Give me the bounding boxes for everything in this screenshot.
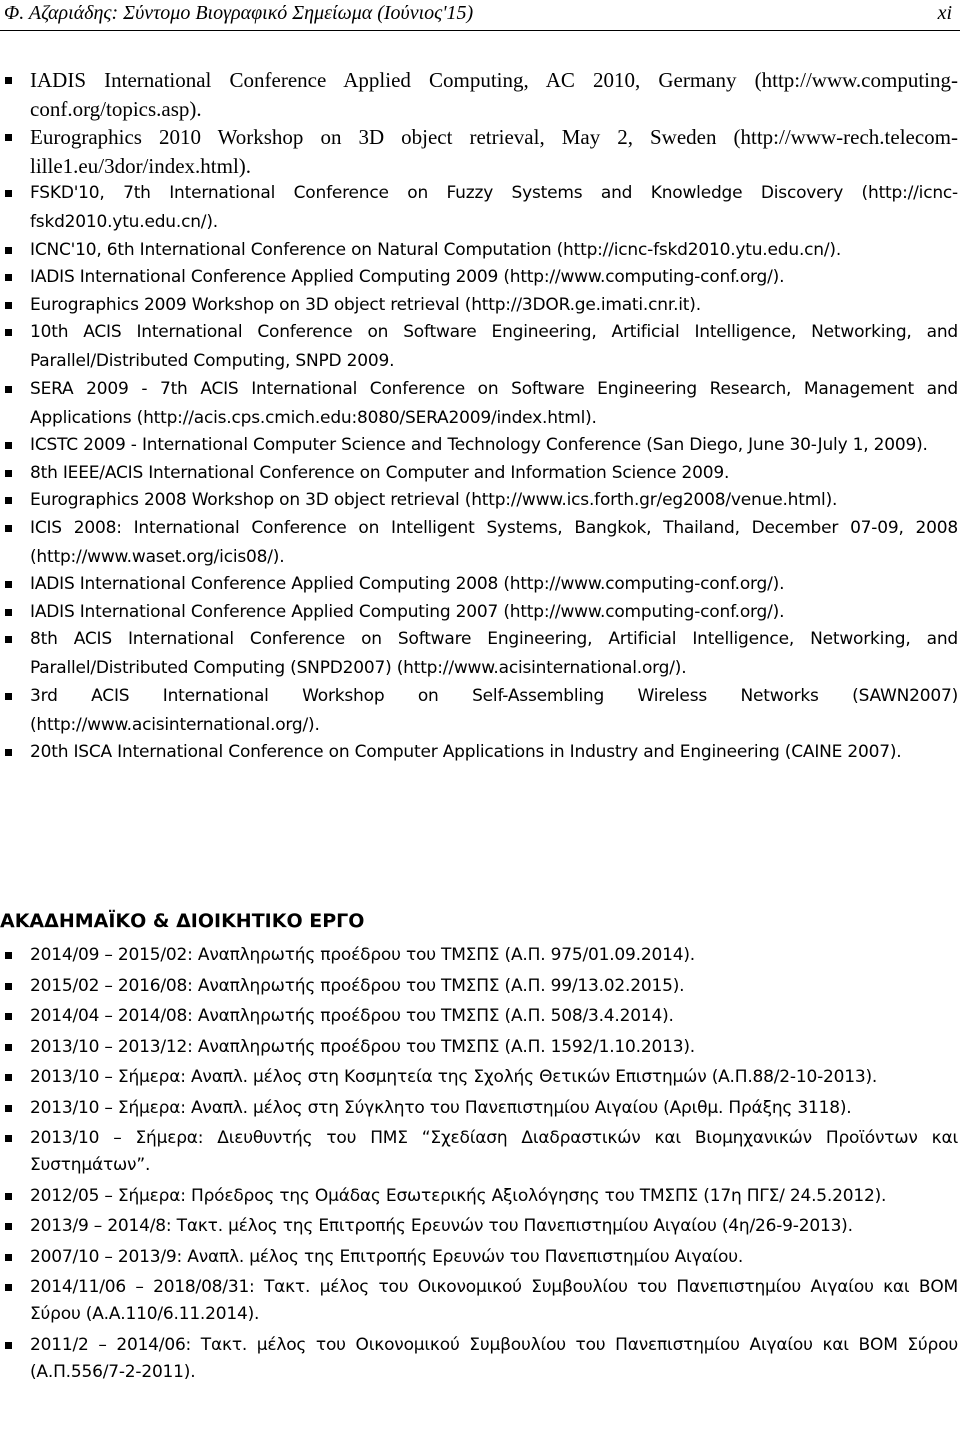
square-bullet-icon: [5, 952, 12, 959]
square-bullet-icon: [5, 1135, 12, 1142]
list-item: [0, 179, 958, 237]
list-item-text: 2015/02 – 2016/08: Αναπληρωτής προέδρου του ΤΜΣΠΣ (Α.Π. 99/13.02.2015).: [30, 975, 685, 996]
square-bullet-icon: [5, 1284, 12, 1291]
list-item-text: Eurographics 2008 Workshop on 3D object retrieval (http://www.ics.forth.gr/eg2008/venue.html).: [30, 490, 838, 510]
list-item-text: 8th ACIS International Conference on Software Engineering, Artificial Intelligence, Networking, and Parallel/Distributed Computing (SNPD2007) (http://www.acisinternational.org/).: [30, 629, 958, 678]
list-item: [0, 66, 958, 124]
list-item: [0, 570, 958, 599]
list-item-text: 20th ISCA International Conference on Computer Applications in Industry and Engineering (CAINE 2007).: [30, 742, 902, 762]
square-bullet-icon: [5, 1074, 12, 1081]
list-item: [0, 682, 958, 740]
square-bullet-icon: [5, 1105, 12, 1112]
square-bullet-icon: [5, 983, 12, 990]
list-item: [0, 598, 958, 627]
square-bullet-icon: [5, 274, 12, 281]
square-bullet-icon: [5, 636, 12, 643]
list-item: [0, 459, 958, 488]
list-item: [0, 1213, 958, 1240]
list-item-text: 2014/09 – 2015/02: Αναπληρωτής προέδρου του ΤΜΣΠΣ (Α.Π. 975/01.09.2014).: [30, 945, 695, 965]
list-item: [0, 1125, 958, 1179]
list-item-text: 2012/05 – Σήμερα: Πρόεδρος της Ομάδας Εσωτερικής Αξιολόγησης του ΤΜΣΠΣ (17η ΠΓΣ/ 24.5.2012).: [30, 1185, 887, 1206]
list-item-text: 2013/10 – Σήμερα: Διευθυντής του ΠΜΣ “Σχεδίαση Διαδραστικών και Βιομηχανικών Προϊόντων και Συστημάτων”.: [30, 1128, 958, 1175]
list-item: [0, 942, 958, 969]
list-item-text: 8th IEEE/ACIS International Conference on Computer and Information Science 2009.: [30, 462, 730, 483]
square-bullet-icon: [5, 609, 12, 616]
list-item: [0, 375, 958, 433]
list-item: [0, 1095, 958, 1122]
list-item: [0, 263, 958, 292]
list-item-text: 2013/10 – 2013/12: Αναπληρωτής προέδρου του ΤΜΣΠΣ (Α.Π. 1592/1.10.2013).: [30, 1036, 695, 1057]
list-item-text: 2013/10 – Σήμερα: Αναπλ. μέλος στη Κοσμητεία της Σχολής Θετικών Επιστημών (Α.Π.88/2-10-2013).: [30, 1067, 878, 1087]
square-bullet-icon: [5, 1193, 12, 1200]
list-item: [0, 625, 958, 683]
list-item-text: IADIS International Conference Applied Computing 2009 (http://www.computing-conf.org/).: [30, 267, 785, 287]
square-bullet-icon: [5, 693, 12, 700]
page-header: [0, 0, 960, 31]
square-bullet-icon: [5, 134, 12, 141]
list-item: [0, 236, 958, 265]
list-item: [0, 1183, 958, 1210]
square-bullet-icon: [5, 329, 12, 336]
square-bullet-icon: [5, 497, 12, 504]
square-bullet-icon: [5, 470, 12, 477]
square-bullet-icon: [5, 1342, 12, 1349]
square-bullet-icon: [5, 749, 12, 756]
square-bullet-icon: [5, 525, 12, 532]
list-item-text: 10th ACIS International Conference on Software Engineering, Artificial Intelligence, Networking, and Parallel/Distributed Computing, SNPD 2009.: [30, 322, 958, 371]
list-item-text: FSKD'10, 7th International Conference on Fuzzy Systems and Knowledge Discovery (http://icnc-fskd2010.ytu.edu.cn/).: [30, 183, 958, 232]
list-item: [0, 1244, 958, 1271]
list-item-text: 2014/04 – 2014/08: Αναπληρωτής προέδρου του ΤΜΣΠΣ (Α.Π. 508/3.4.2014).: [30, 1006, 674, 1026]
list-item: [0, 1332, 958, 1386]
list-item-text: 2013/9 – 2014/8: Τακτ. μέλος της Επιτροπής Ερευνών του Πανεπιστημίου Αιγαίου (4η/26-9-2013).: [30, 1216, 853, 1236]
list-item: [0, 1064, 958, 1091]
list-item: [0, 486, 958, 515]
square-bullet-icon: [5, 1223, 12, 1230]
list-item-text: 2013/10 – Σήμερα: Αναπλ. μέλος στη Σύγκλητο του Πανεπιστημίου Αιγαίου (Αριθμ. Πράξης 3118).: [30, 1097, 852, 1118]
square-bullet-icon: [5, 442, 12, 449]
conference-list: [0, 66, 958, 766]
list-item: [0, 514, 958, 572]
list-item: [0, 318, 958, 376]
list-item-text: SERA 2009 - 7th ACIS International Conference on Software Engineering Research, Management and Applications (http://acis.cps.cmich.edu:8080/SERA2009/index.html).: [30, 378, 958, 428]
section-title: ΑΚΑΔΗΜΑΪΚΟ & ΔΙΟΙΚΗΤΙΚΟ ΕΡΓΟ: [0, 910, 365, 932]
list-item-text: 2014/11/06 – 2018/08/31: Τακτ. μέλος του Οικονομικού Συμβουλίου του Πανεπιστημίου Αιγαίου και ΒΟΜ Σύρου (Α.Α.110/6.11.2014).: [30, 1277, 958, 1324]
list-item-text: 3rd ACIS International Workshop on Self-Assembling Wireless Networks (SAWN2007) (http://www.acisinternational.org/).: [30, 685, 958, 735]
list-item: [0, 1034, 958, 1061]
header-title: Φ. Αζαριάδης: Σύντομο Βιογραφικό Σημείωμα (Ιούνιος'15): [4, 2, 474, 24]
list-item: [0, 291, 958, 320]
list-item-text: Eurographics 2009 Workshop on 3D object retrieval (http://3DOR.ge.imati.cnr.it).: [30, 294, 701, 315]
page-number: xi: [937, 2, 952, 24]
square-bullet-icon: [5, 386, 12, 393]
list-item-text: ICSTC 2009 - International Computer Science and Technology Conference (San Diego, June 30-July 1, 2009).: [30, 435, 928, 455]
square-bullet-icon: [5, 247, 12, 254]
square-bullet-icon: [5, 190, 12, 197]
square-bullet-icon: [5, 77, 12, 84]
list-item-text: 2011/2 – 2014/06: Τακτ. μέλος του Οικονομικού Συμβουλίου του Πανεπιστημίου Αιγαίου και ΒΟΜ Σύρου (Α.Π.556/7-2-2011).: [30, 1334, 958, 1382]
square-bullet-icon: [5, 581, 12, 588]
list-item-text: ICIS 2008: International Conference on Intelligent Systems, Bangkok, Thailand, December 07-09, 2008 (http://www.waset.org/icis08/).: [30, 517, 958, 567]
list-item: [0, 431, 958, 460]
square-bullet-icon: [5, 1013, 12, 1020]
list-item: [0, 1003, 958, 1030]
list-item-text: IADIS International Conference Applied Computing, AC 2010, Germany (http://www.computing-conf.org/topics.asp).: [30, 68, 958, 121]
list-item: [0, 738, 958, 767]
square-bullet-icon: [5, 1254, 12, 1261]
list-item-text: IADIS International Conference Applied Computing 2008 (http://www.computing-conf.org/).: [30, 574, 785, 594]
admin-list: [0, 942, 958, 1389]
list-item-text: Eurographics 2010 Workshop on 3D object retrieval, May 2, Sweden (http://www-rech.telecom-lille1.eu/3dor/index.html).: [30, 124, 958, 178]
list-item: [0, 973, 958, 1000]
list-item-text: IADIS International Conference Applied Computing 2007 (http://www.computing-conf.org/).: [30, 601, 785, 622]
square-bullet-icon: [5, 302, 12, 309]
list-item: [0, 1274, 958, 1328]
list-item-text: ICNC'10, 6th International Conference on Natural Computation (http://icnc-fskd2010.ytu.edu.cn/).: [30, 239, 842, 260]
list-item: [0, 123, 958, 181]
list-item-text: 2007/10 – 2013/9: Αναπλ. μέλος της Επιτροπής Ερευνών του Πανεπιστημίου Αιγαίου.: [30, 1246, 744, 1267]
square-bullet-icon: [5, 1044, 12, 1051]
